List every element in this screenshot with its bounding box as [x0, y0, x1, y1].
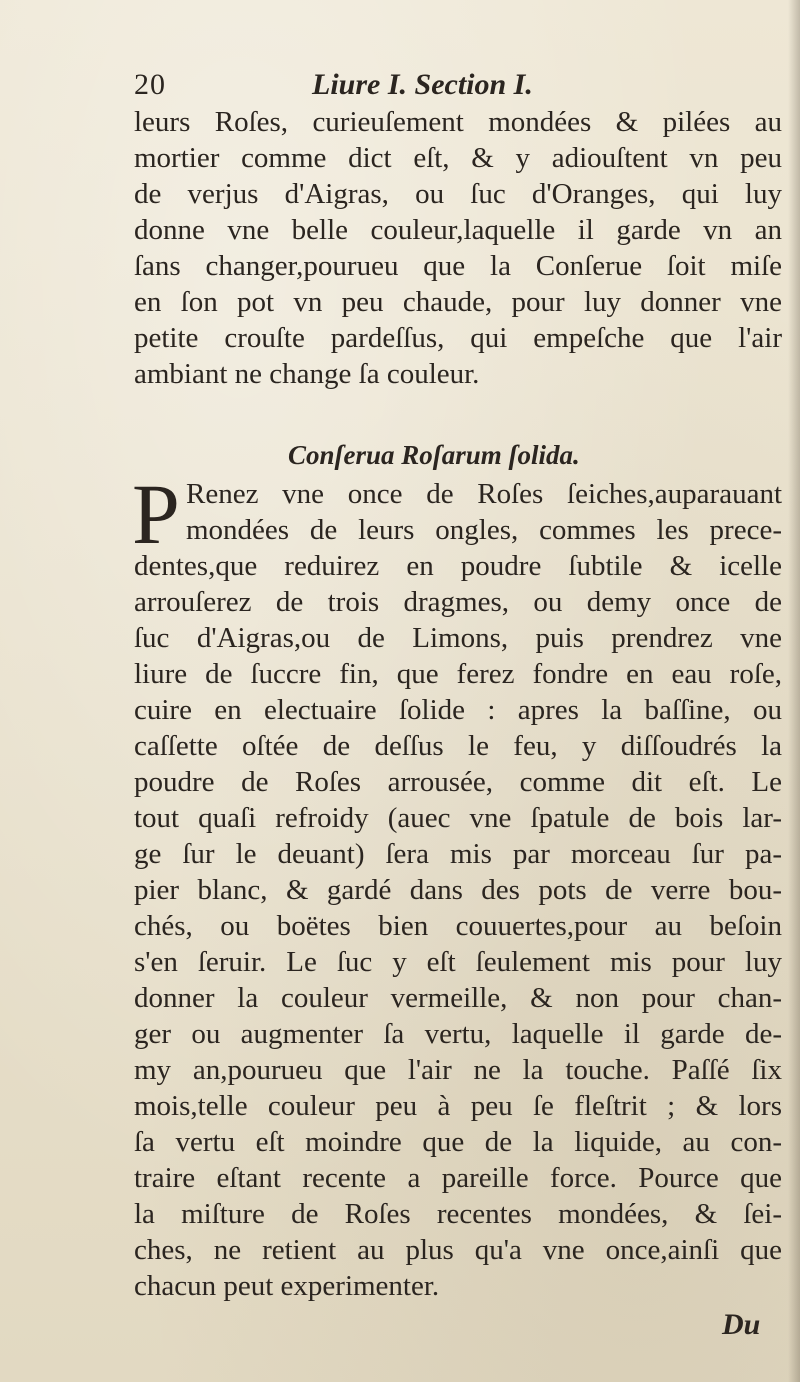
text-line: petite crouſte pardeſſus, qui empeſche que l'air [134, 322, 782, 354]
text-line: ambiant ne change ſa couleur. [134, 358, 480, 390]
text-line: arrouſerez de trois dragmes, ou demy once de [134, 586, 782, 618]
text-line: Renez vne once de Roſes ſeiches,auparauant [186, 478, 782, 510]
text-line: liure de ſuccre fin, que ferez fondre en eau roſe, [134, 658, 782, 690]
text-line: caſſette oſtée de deſſus le feu, y diſſoudrés la [134, 730, 782, 762]
paragraph-continuation [134, 104, 782, 392]
text-line: de verjus d'Aigras, ou ſuc d'Oranges, qui luy [134, 178, 782, 210]
text-line: poudre de Roſes arrousée, comme dit eſt. Le [134, 766, 782, 798]
text-line: traire eſtant recente a pareille force. Pource que [134, 1162, 782, 1194]
text-line: s'en ſeruir. Le ſuc y eſt ſeulement mis pour luy [134, 946, 782, 978]
text-line: cuire en electuaire ſolide : apres la baſſine, ou [134, 694, 782, 726]
catchword: Du [722, 1308, 761, 1341]
text-line: ſa vertu eſt moindre que de la liquide, au con- [134, 1126, 782, 1158]
text-line: leurs Roſes, curieuſement mondées & pilées au [134, 106, 782, 138]
text-line: ſans changer,pourueu que la Conſerue ſoit miſe [134, 250, 782, 282]
text-line: mortier comme dict eſt, & y adiouſtent vn peu [134, 142, 782, 174]
text-line: chacun peut experimenter. [134, 1270, 440, 1302]
text-line: donner la couleur vermeille, & non pour chan- [134, 982, 782, 1014]
running-head: Liure I. Section I. [312, 68, 533, 101]
text-line: my an,pourueu que l'air ne la touche. Paſſé ſix [134, 1054, 782, 1086]
text-line: ſuc d'Aigras,ou de Limons, puis prendrez vne [134, 622, 782, 654]
text-line: chés, ou boëtes bien couuertes,pour au beſoin [134, 910, 782, 942]
recipe-paragraph [132, 466, 782, 1304]
text-line: mois,telle couleur peu à peu ſe fleſtrit ; & lors [134, 1090, 782, 1122]
text-line: mondées de leurs ongles, commes les prece- [186, 514, 782, 546]
page-header [134, 68, 654, 108]
section-title: Conſerua Roſarum ſolida. [288, 440, 580, 470]
text-line: ger ou augmenter ſa vertu, laquelle il garde de- [134, 1018, 782, 1050]
text-line: dentes,que reduirez en poudre ſubtile & icelle [134, 550, 782, 582]
text-line: tout quaſi refroidy (auec vne ſpatule de bois lar- [134, 802, 782, 834]
text-line: donne vne belle couleur,laquelle il garde vn an [134, 214, 782, 246]
text-line: ge ſur le deuant) ſera mis par morceau ſur pa- [134, 838, 782, 870]
text-line: pier blanc, & gardé dans des pots de verre bou- [134, 874, 782, 906]
text-line: ches, ne retient au plus qu'a vne once,ainſi que [134, 1234, 782, 1266]
text-line: en ſon pot vn peu chaude, pour luy donner vne [134, 286, 782, 318]
text-line: la miſture de Roſes recentes mondées, & ſei- [134, 1198, 782, 1230]
page-number: 20 [134, 68, 166, 101]
drop-cap-initial: P [132, 466, 180, 562]
